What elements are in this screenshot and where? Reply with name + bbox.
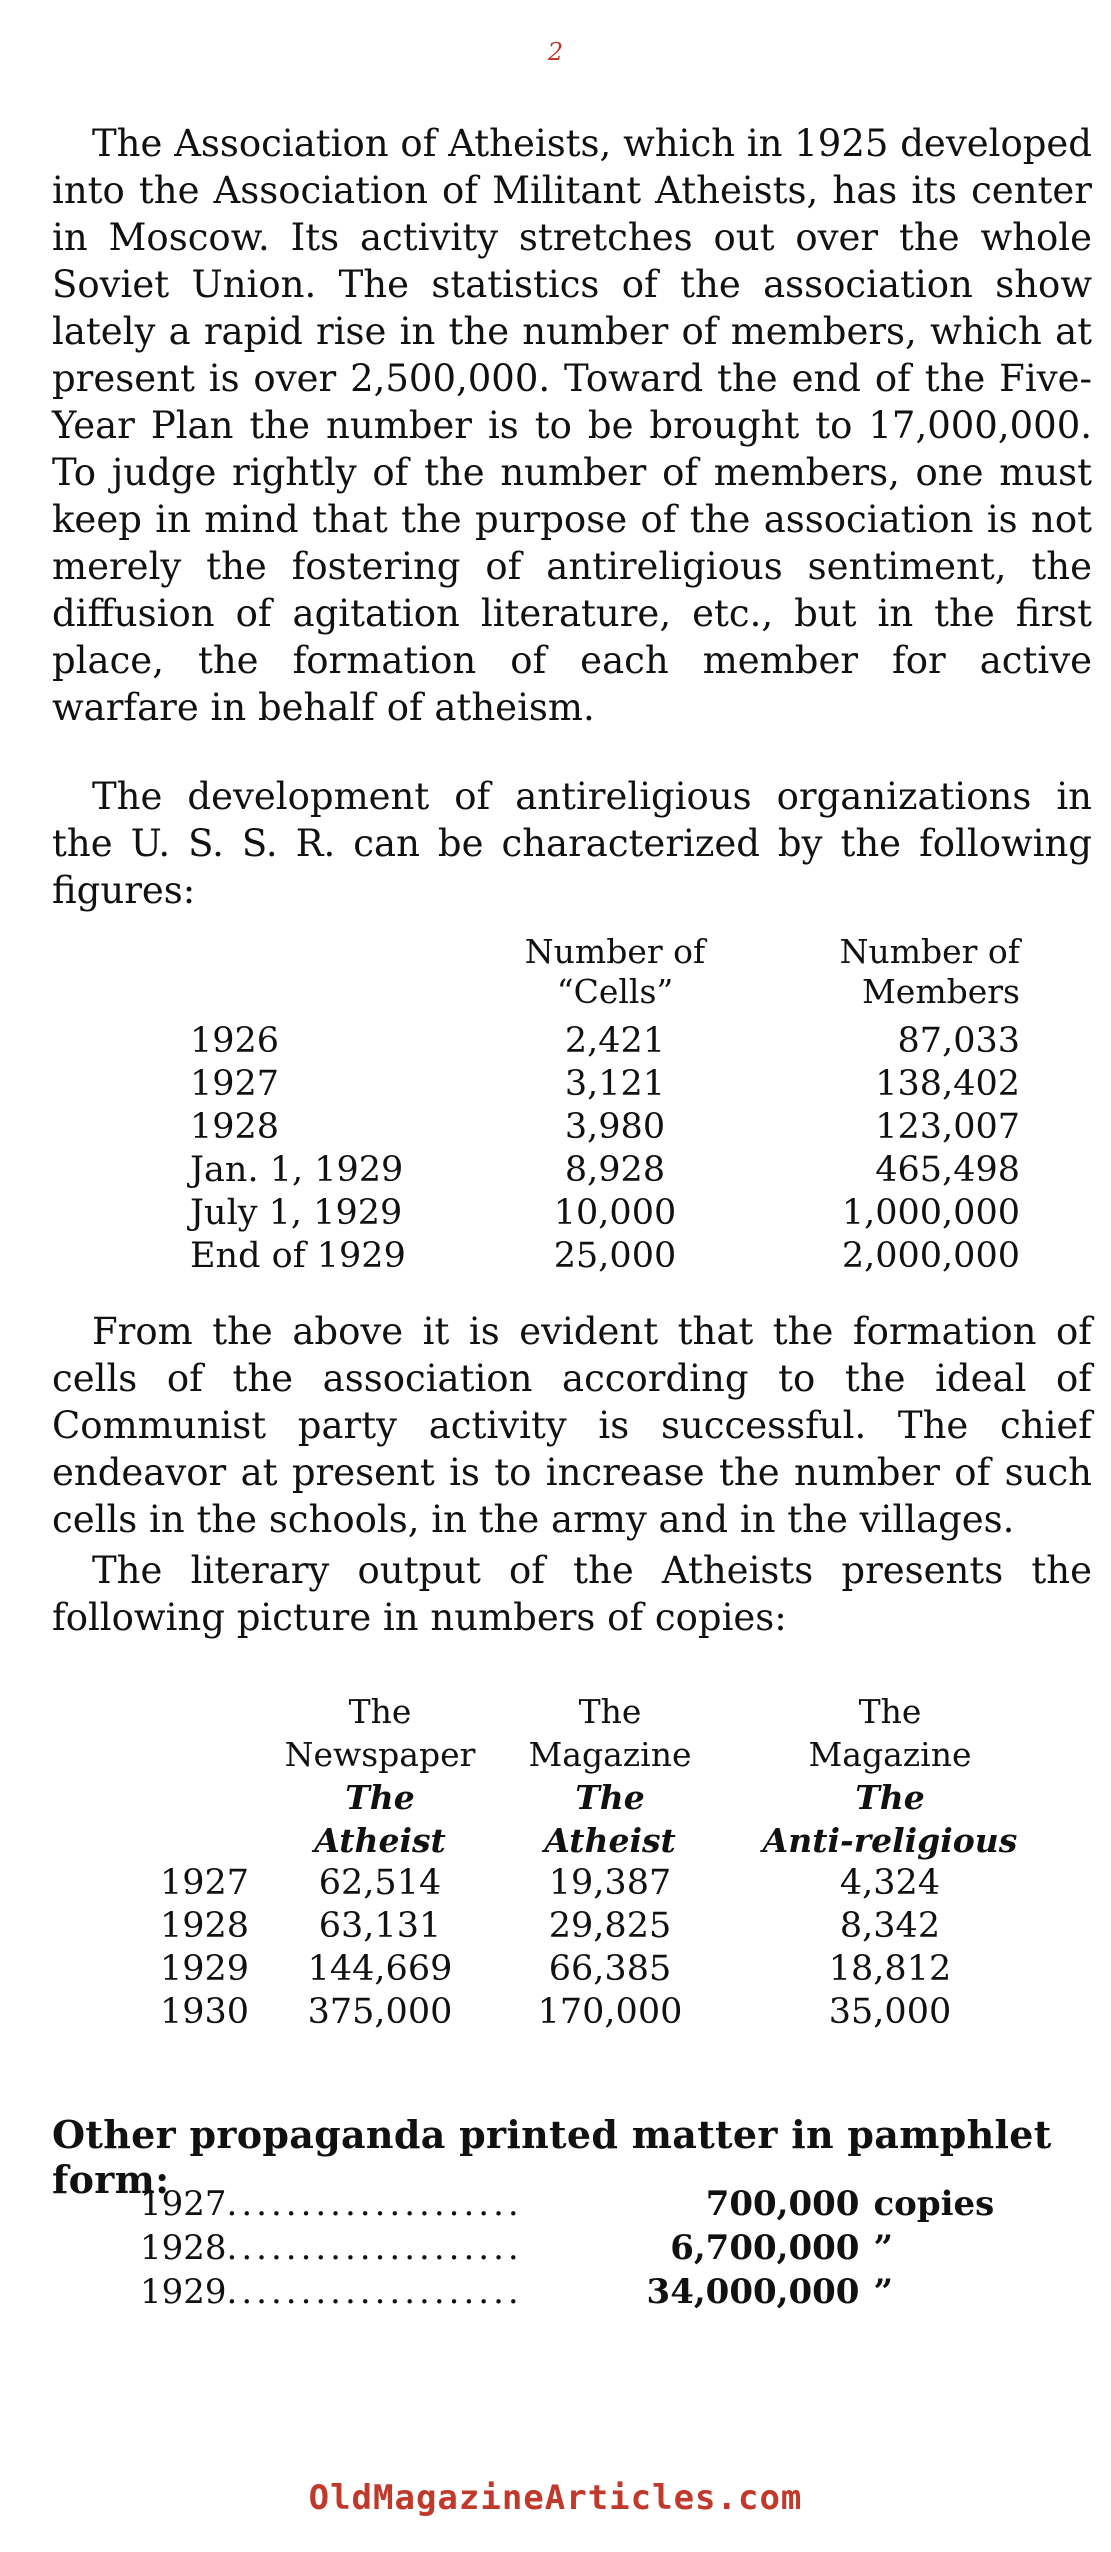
table-row <box>160 1862 1050 1905</box>
table-row <box>190 1106 1040 1149</box>
row-copies: 6,700,000 <box>670 2228 860 2268</box>
membership-table <box>190 932 1040 1278</box>
row-newspaper: 144,669 <box>307 1949 453 1989</box>
site-watermark[interactable]: OldMagazineArticles.com <box>308 2478 803 2518</box>
row-unit: ” <box>873 2228 894 2268</box>
header-title-line: Anti-religious <box>762 1821 1018 1860</box>
table-row <box>160 1948 1050 1991</box>
table-row <box>190 1149 1040 1192</box>
header-title-line: Atheist <box>314 1821 446 1860</box>
row-cells: 8,928 <box>564 1150 666 1190</box>
row-cells: 3,980 <box>564 1107 666 1147</box>
row-members: 138,402 <box>875 1064 1020 1104</box>
header-blank <box>160 1690 270 1862</box>
row-unit: copies <box>873 2184 995 2224</box>
header-blank <box>190 932 470 1020</box>
row-cells: 10,000 <box>553 1193 677 1233</box>
table-row <box>190 1235 1040 1278</box>
literature-table-header <box>160 1690 1050 1862</box>
row-newspaper: 63,131 <box>318 1906 442 1946</box>
row-copies: 700,000 <box>705 2184 860 2224</box>
table-row <box>160 1905 1050 1948</box>
header-line: The <box>858 1692 922 1731</box>
table-row <box>190 1192 1040 1235</box>
row-members: 87,033 <box>897 1021 1020 1061</box>
row-label: 1927 <box>190 1064 280 1104</box>
row-antireligious: 18,812 <box>828 1949 952 1989</box>
row-label: July 1, 1929 <box>190 1193 403 1233</box>
table-row <box>140 2226 1003 2270</box>
row-year: 1929 <box>160 1949 250 1989</box>
row-magazine: 66,385 <box>548 1949 672 1989</box>
table-row <box>140 2182 1003 2226</box>
row-label: Jan. 1, 1929 <box>190 1150 404 1190</box>
header-title-line: Atheist <box>544 1821 676 1860</box>
header-members-line2: Members <box>862 972 1020 1011</box>
header-cells-line2: “Cells” <box>556 972 674 1011</box>
row-year: 1928 <box>140 2228 227 2268</box>
dot-leader: .................... <box>226 2272 523 2312</box>
header-title-line: The <box>575 1778 645 1817</box>
header-members <box>760 932 1040 1020</box>
row-members: 465,498 <box>875 1150 1020 1190</box>
header-line: Newspaper <box>284 1735 476 1774</box>
paragraph-cells-formation: From the above it is evident that the formation of cells of the association according to the ideal of Communist party activity is successful. The chief endeavor at present is to increase the number of such cells in the schools, in the army and in the villages. <box>52 1310 1092 1541</box>
membership-table-header <box>190 932 1040 1020</box>
header-title-line: The <box>855 1778 925 1817</box>
row-copies: 34,000,000 <box>646 2272 860 2312</box>
page-number: 2 <box>547 38 564 66</box>
pamphlet-table <box>140 2182 1003 2314</box>
header-cells <box>470 932 760 1020</box>
table-row <box>140 2270 1003 2314</box>
dot-leader: .................... <box>226 2228 523 2268</box>
paragraph-development: The development of antireligious organizations in the U. S. S. R. can be characterized by the following figures: <box>52 775 1092 912</box>
literature-table <box>160 1690 1050 2034</box>
row-label: End of 1929 <box>190 1236 406 1276</box>
row-members: 1,000,000 <box>841 1193 1020 1233</box>
row-magazine: 29,825 <box>548 1906 672 1946</box>
row-members: 123,007 <box>875 1107 1020 1147</box>
table-row <box>190 1063 1040 1106</box>
table-row <box>160 1991 1050 2034</box>
row-members: 2,000,000 <box>841 1236 1020 1276</box>
header-cells-line1: Number of <box>524 932 706 971</box>
row-label: 1928 <box>190 1107 280 1147</box>
header-newspaper <box>270 1690 490 1862</box>
dot-leader: .................... <box>226 2184 523 2224</box>
row-antireligious: 8,342 <box>839 1906 941 1946</box>
row-newspaper: 375,000 <box>307 1992 453 2032</box>
header-members-line1: Number of <box>839 932 1020 971</box>
paragraph-literary-output: The literary output of the Atheists presents the following picture in numbers of copies: <box>52 1549 1092 1639</box>
header-line: The <box>348 1692 412 1731</box>
row-year: 1929 <box>140 2272 227 2312</box>
row-cells: 25,000 <box>553 1236 677 1276</box>
header-magazine-atheist <box>490 1690 730 1862</box>
row-year: 1930 <box>160 1992 250 2032</box>
row-year: 1928 <box>160 1906 250 1946</box>
header-line: The <box>578 1692 642 1731</box>
row-antireligious: 4,324 <box>839 1863 941 1903</box>
row-label: 1926 <box>190 1021 280 1061</box>
header-line: Magazine <box>528 1735 692 1774</box>
row-magazine: 170,000 <box>537 1992 683 2032</box>
row-magazine: 19,387 <box>548 1863 672 1903</box>
paragraph-association: The Association of Atheists, which in 1925 developed into the Association of Militant Atheists, has its center in Moscow. Its activity stretches out over the whole Soviet Union. The statistics of the association show lately a rapid rise in the number of members, which at present is over 2,500,000. Toward the end of the Five-Year Plan the number is to be brought to 17,000,000. To judge rightly of the number of members, one must keep in mind that the purpose of the association is not merely the fostering of antireligious sentiment, the diffusion of agitation literature, etc., but in the first place, the formation of each member for active warfare in behalf of atheism. <box>52 122 1092 729</box>
row-newspaper: 62,514 <box>318 1863 442 1903</box>
header-magazine-antireligious <box>730 1690 1050 1862</box>
row-year: 1927 <box>140 2184 227 2224</box>
row-year: 1927 <box>160 1863 250 1903</box>
table-row <box>190 1020 1040 1063</box>
row-cells: 2,421 <box>564 1021 666 1061</box>
header-line: Magazine <box>808 1735 972 1774</box>
row-cells: 3,121 <box>564 1064 666 1104</box>
pamphlet-heading: Other propaganda printed matter in pamphlet form: <box>52 2112 1052 2202</box>
header-title-line: The <box>345 1778 415 1817</box>
row-antireligious: 35,000 <box>828 1992 952 2032</box>
row-unit: ” <box>873 2272 894 2312</box>
